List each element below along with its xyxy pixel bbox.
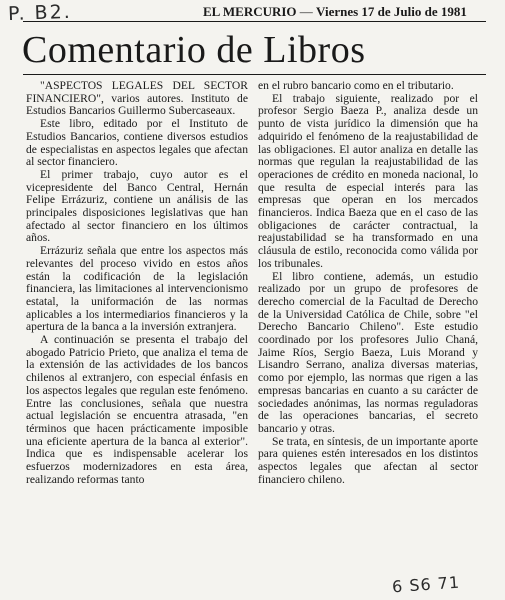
paragraph: El primer trabajo, cuyo autor es el vicepresidente del Banco Central, Hernán Felipe Errázuriz, contiene un análisis de las principales disposiciones legislativas que han afectado al sector financiero en los últimos años. [26,167,248,245]
masthead-rule [23,21,486,22]
book-citation: "ASPECTOS LEGALES DEL SECTOR FINANCIERO", varios autores. Instituto de Estudios Bancarios Guillermo Subercaseaux. [26,79,248,118]
handwritten-page-note: P. B2. [7,0,73,26]
title-rule [23,74,486,75]
masthead-separator: — [296,4,317,19]
paragraph-continued: en el rubro bancario como en el tributario. [258,79,454,92]
paragraph: A continuación se presenta el trabajo del abogado Patricio Prieto, que analiza el tema de la extensión de las actividades de los bancos chilenos al extranjero, con especial énfasis en los aspectos legales que regulan este fenómeno. Entre las conclusiones, señala que nuestra actual legislación se encuentra atrasada, "en términos que hacen prácticamente imposible una eficiente apertura de la banca al exterior". Indica que es indispensable acelerar los esfuerzos modernizadores en esta área, realizando reformas tanto [26,333,248,486]
publication-date: Viernes 17 de Julio de 1981 [316,4,467,19]
paragraph: El trabajo siguiente, realizado por el profesor Sergio Baeza P., analiza desde un punto de vista jurídico la dimensión que ha adquirido el fenómeno de la reajustabilidad de las obligaciones. El autor analiza en detalle las normas que regulan la reajustabilidad de las operaciones de crédito en moneda nacional, lo que resulta de especial interés para las empresas que operan en los mercados financieros. Indica Baeza que en el caso de las obligaciones de carácter contractual, la reajustabilidad se ha transformado en una cláusula de estilo, reconocida como válida por los tribunales. [258,91,478,270]
left-column [26,80,248,487]
handwritten-archive-note: 6 S6 71 [391,572,461,597]
paragraph: Errázuriz señala que entre los aspectos más relevantes del proceso vivido en estos años están la codificación de la legislación financiera, las limitaciones al intervencionismo estatal, la uniformación de las normas aplicables a los intermediarios financieros y la apertura de la banca a la inversión extranjera. [26,244,248,334]
paragraph: El libro contiene, además, un estudio realizado por un grupo de profesores de derecho comercial de la Facultad de Derecho de la Universidad Católica de Chile, sobre "el Derecho Bancario Chileno". Este estudio coordinado por los profesores Julio Chaná, Jaime Ríos, Sergio Baeza, Luis Morand y Lisandro Serrano, analiza diversas materias, como por ejemplo, las normas que rigen a las empresas bancarias en cuanto a su carácter de sociedades anónimas, las normas reguladoras de las operaciones bancarias, el secreto bancario y otras. [258,269,478,435]
right-column [258,80,478,487]
masthead [203,4,467,20]
page-title: Comentario de Libros [22,29,366,71]
paragraph: Este libro, editado por el Instituto de Estudios Bancarios, contiene diversos estudios de especialistas en aspectos legales que afectan al sector financiero. [26,117,248,169]
paragraph: Se trata, en síntesis, de un importante aporte para quienes estén interesados en los distintos aspectos legales que afectan al sector financiero chileno. [258,434,478,486]
newspaper-name: EL MERCURIO [203,4,297,19]
